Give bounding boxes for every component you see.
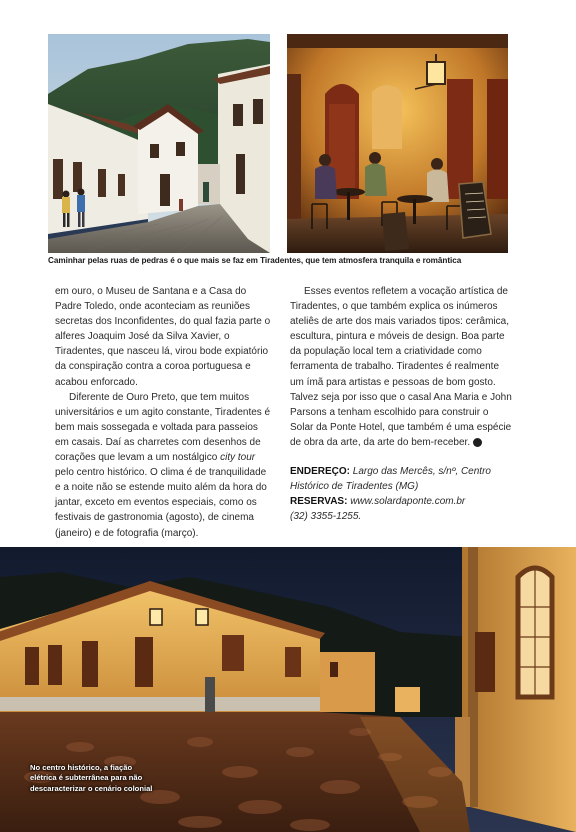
reservas-url[interactable]: www.solardaponte.com.br — [350, 496, 466, 508]
caption-line: descaracterizar o cenário colonial — [30, 783, 153, 793]
caption-line: No centro histórico, a fiação — [30, 763, 133, 772]
photo-night-cafe — [287, 34, 508, 253]
address-value: Largo das Mercês, s/nº, Centro Histórico de Tiradentes (MG) — [290, 466, 491, 493]
paragraph-text: pelo centro histórico. O clima é de tranquilidade e a noite não se estende muito além da hora do jantar, exceto em eventos especiais, como os festivais de gastronomia (agosto), de cinema (janeiro) e de fotografia (março). — [55, 467, 267, 539]
reservas-label: RESERVAS: — [290, 496, 348, 508]
reservas-phone: (32) 3355-1255. — [290, 511, 362, 523]
caption-line: elétrica é subterrânea para não — [30, 773, 143, 783]
paragraph — [290, 284, 512, 450]
emphasis-text: city tour — [220, 452, 256, 464]
photo-caption-bottom — [30, 763, 180, 794]
photo-caption-top: Caminhar pelas ruas de pedras é o que mais se faz em Tiradentes, que tem atmosfera tranquila e romântica — [48, 256, 462, 265]
address-label: ENDEREÇO: — [290, 466, 351, 478]
photo-street-mountain — [48, 34, 270, 253]
paragraph-text: Esses eventos refletem a vocação artística de Tiradentes, o que também explica os inúmeros ateliês de arte dos mais variados tipos: cerâmica, escultura, pintura e móveis de design. Boa parte da população local tem a criatividade como ferramenta de trabalho. Tiradentes é realmente um ímã para artistas e pessoas de bom gosto. Talvez seja por isso que o casal Ana Maria e John Parsons a tenham escolhido para construir o Solar da Ponte Hotel, que também é uma espécie de obra da arte, da arte do bem-receber. — [290, 286, 512, 448]
article-column-right — [290, 284, 512, 524]
paragraph-text: Diferente de Ouro Preto, que tem muitos universitários e um agito constante, Tiradentes é bem mais sossegada e voltada para passeios em casais. Daí as charretes com desenhos de corações que levam a um nostálgico — [55, 391, 271, 464]
paragraph: em ouro, o Museu de Santana e a Casa do Padre Toledo, onde aconteciam as reuniões secretas dos Inconfidentes, do qual fazia parte o alferes Joaquim José da Silva Xavier, o Tiradentes, que nasceu lá, virou bode expiatório da conspiração contra a coroa portuguesa e acabou enforcado. — [55, 286, 271, 388]
address-block — [290, 464, 512, 524]
article-column-left — [55, 284, 273, 541]
end-mark-icon: V — [473, 438, 482, 447]
paragraph — [55, 390, 273, 541]
